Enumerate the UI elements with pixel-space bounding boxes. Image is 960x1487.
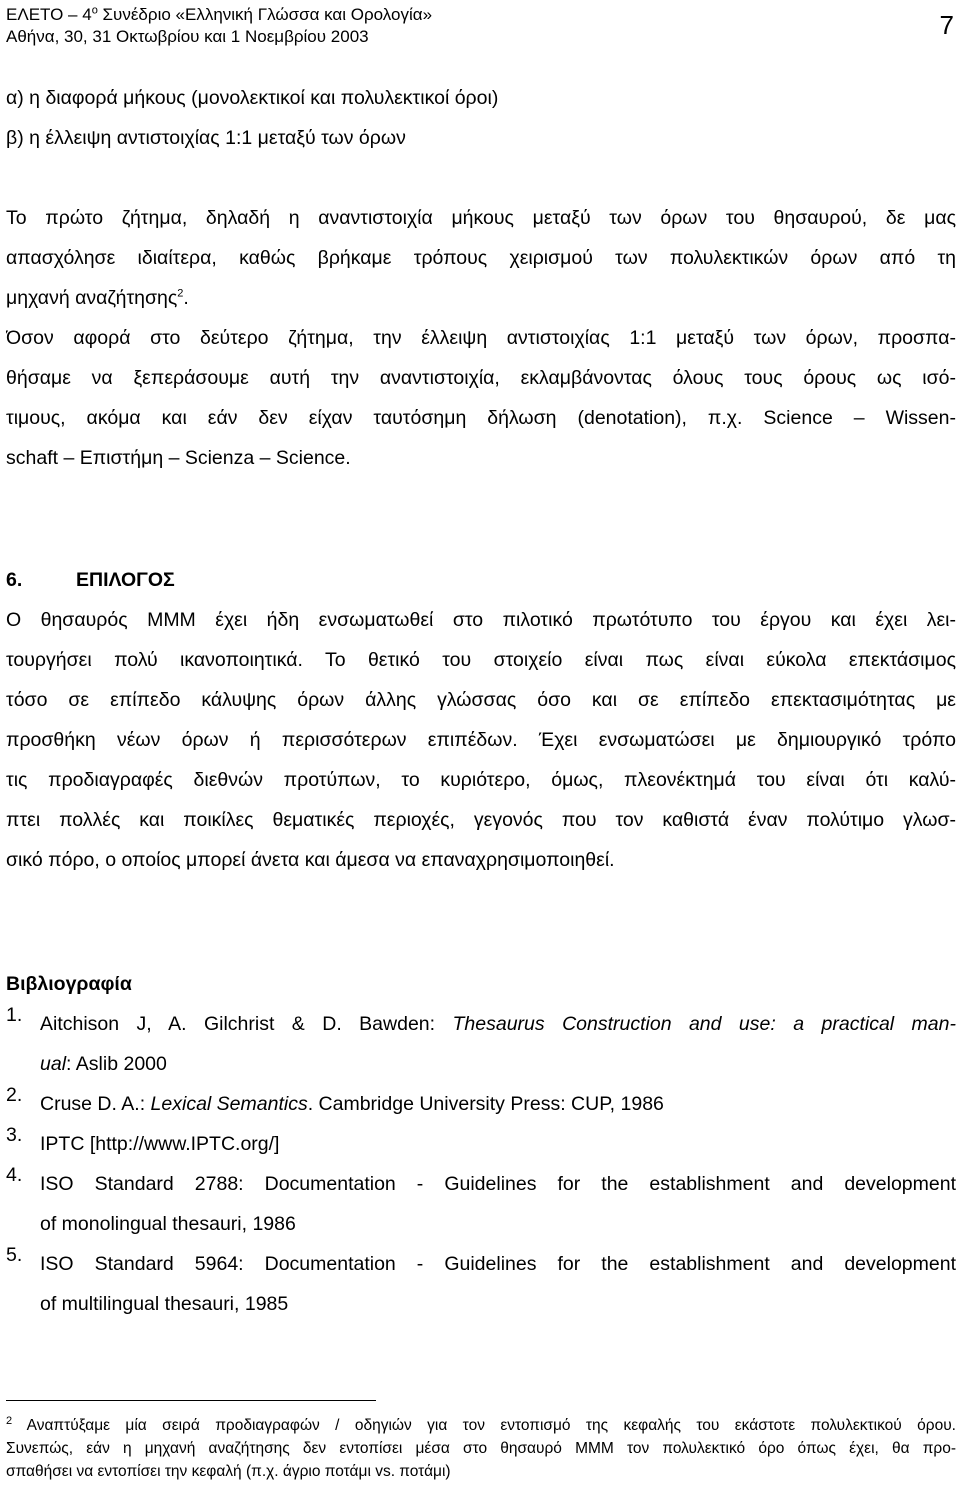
conference-date: Αθήνα, 30, 31 Οκτωβρίου και 1 Νοεμβρίου 2003 <box>6 27 369 46</box>
footnote-separator <box>6 1400 376 1401</box>
reference-item: 2. Cruse D. A.: Lexical Semantics. Cambridge University Press: CUP, 1986 <box>6 1084 664 1115</box>
page-number: 7 <box>939 10 954 40</box>
reference-item: 5. ISO Standard 5964: Documentation - Guidelines for the establishment and development of multilingual thesauri, 1985 <box>6 1244 956 1315</box>
issues-list <box>6 78 956 158</box>
conclusion-section: 6. ΕΠΙΛΟΓΟΣ Ο θησαυρός ΜΜΜ έχει ήδη ενσωματωθεί στο πιλοτικό πρωτότυπο του έργου και έχει λει- τουργήσει πολύ ικανοποιητικά. Το θετικό του στοιχείο είναι πως είναι εύκολα επεκτάσιμος τόσο σε επίπεδο κάλυψης όρων άλλης γλώσσας όσο και σε επίπεδο επεκτασιμότητας με προσθήκη νέων όρων ή περισσότερων επιπέδων. Έχει ενσωματώσει με δημιουργικό τρόπο τις προδιαγραφές διεθνών προτύπων, το κυριότερο, όμως, πλεονέκτημά του είναι ότι καλύ- πτει πολλές και ποικίλες θεματικές περιοχές, γεγονός που τον καθιστά έναν πολύτιμο γλωσ- σικό πόρο, ο οποίος μπορεί άνετα και άμεσα να επαναχρησιμοποιηθεί. <box>6 560 956 880</box>
list-item: β) η έλλειψη αντιστοιχίας 1:1 μεταξύ των όρων <box>6 127 406 149</box>
section-heading: 6. ΕΠΙΛΟΓΟΣ <box>6 569 175 591</box>
reference-item: 3. IPTC [http://www.IPTC.org/] <box>6 1124 280 1155</box>
reference-item: 1. Aitchison J, A. Gilchrist & D. Bawden: Thesaurus Construction and use: a practical man- ual: Aslib 2000 <box>6 1004 956 1075</box>
footnote-reference: 2 <box>177 287 184 300</box>
reference-item: 4. ISO Standard 2788: Documentation - Guidelines for the establishment and development of monolingual thesauri, 1986 <box>6 1164 956 1235</box>
list-item: α) η διαφορά μήκους (μονολεκτικοί και πολυλεκτικοί όροι) <box>6 87 499 109</box>
bibliography-heading: Βιβλιογραφία <box>6 973 132 995</box>
footnote-mark: 2 <box>6 1414 13 1427</box>
paragraph-length-issue: Το πρώτο ζήτημα, δηλαδή η αναντιστοιχία μήκους μεταξύ των όρων του θησαυρού, δε μας απασχόλησε ιδιαίτερα, καθώς βρήκαμε τρόπους χειρισμού των πολυλεκτικών όρων από τη μηχανή αναζήτησης$^2$. <box>6 207 956 309</box>
conference-title: ΕΛΕΤΟ – $4^o$ Συνέδριο «Ελληνική Γλώσσα και Ορολογία» <box>6 4 433 24</box>
footnote: $^2$ Αναπτύξαμε μία σειρά προδιαγραφών / οδηγιών για τον εντοπισμό της κεφαλής του εκάστοτε πολυλεκτικού όρου. Συνεπώς, εάν η μηχανή αναζήτησης δεν εντοπίσει μέσα στο θησαυρό ΜΜΜ τον πολυλεκτικό όρο όπως έχει, θα προ- σπαθήσει να εντοπίσει την κεφαλή (π.χ. άγριο ποτάμι vs. ποτάμι) <box>6 1414 956 1480</box>
bibliography <box>6 964 956 1324</box>
page-header <box>6 4 954 48</box>
paragraph-correspondence-issue: Όσον αφορά στο δεύτερο ζήτημα, την έλλειψη αντιστοιχίας 1:1 μεταξύ των όρων, προσπα- θήσαμε να ξεπεράσουμε αυτή την αναντιστοιχία, εκλαμβάνοντας όλους τους όρους ως ισό- τιμους, ακόμα και εάν δεν είχαν ταυτόσημη δήλωση (denotation), π.χ. Science – Wissen- schaft – Επιστήμη – Scienza – Science. <box>6 327 956 469</box>
